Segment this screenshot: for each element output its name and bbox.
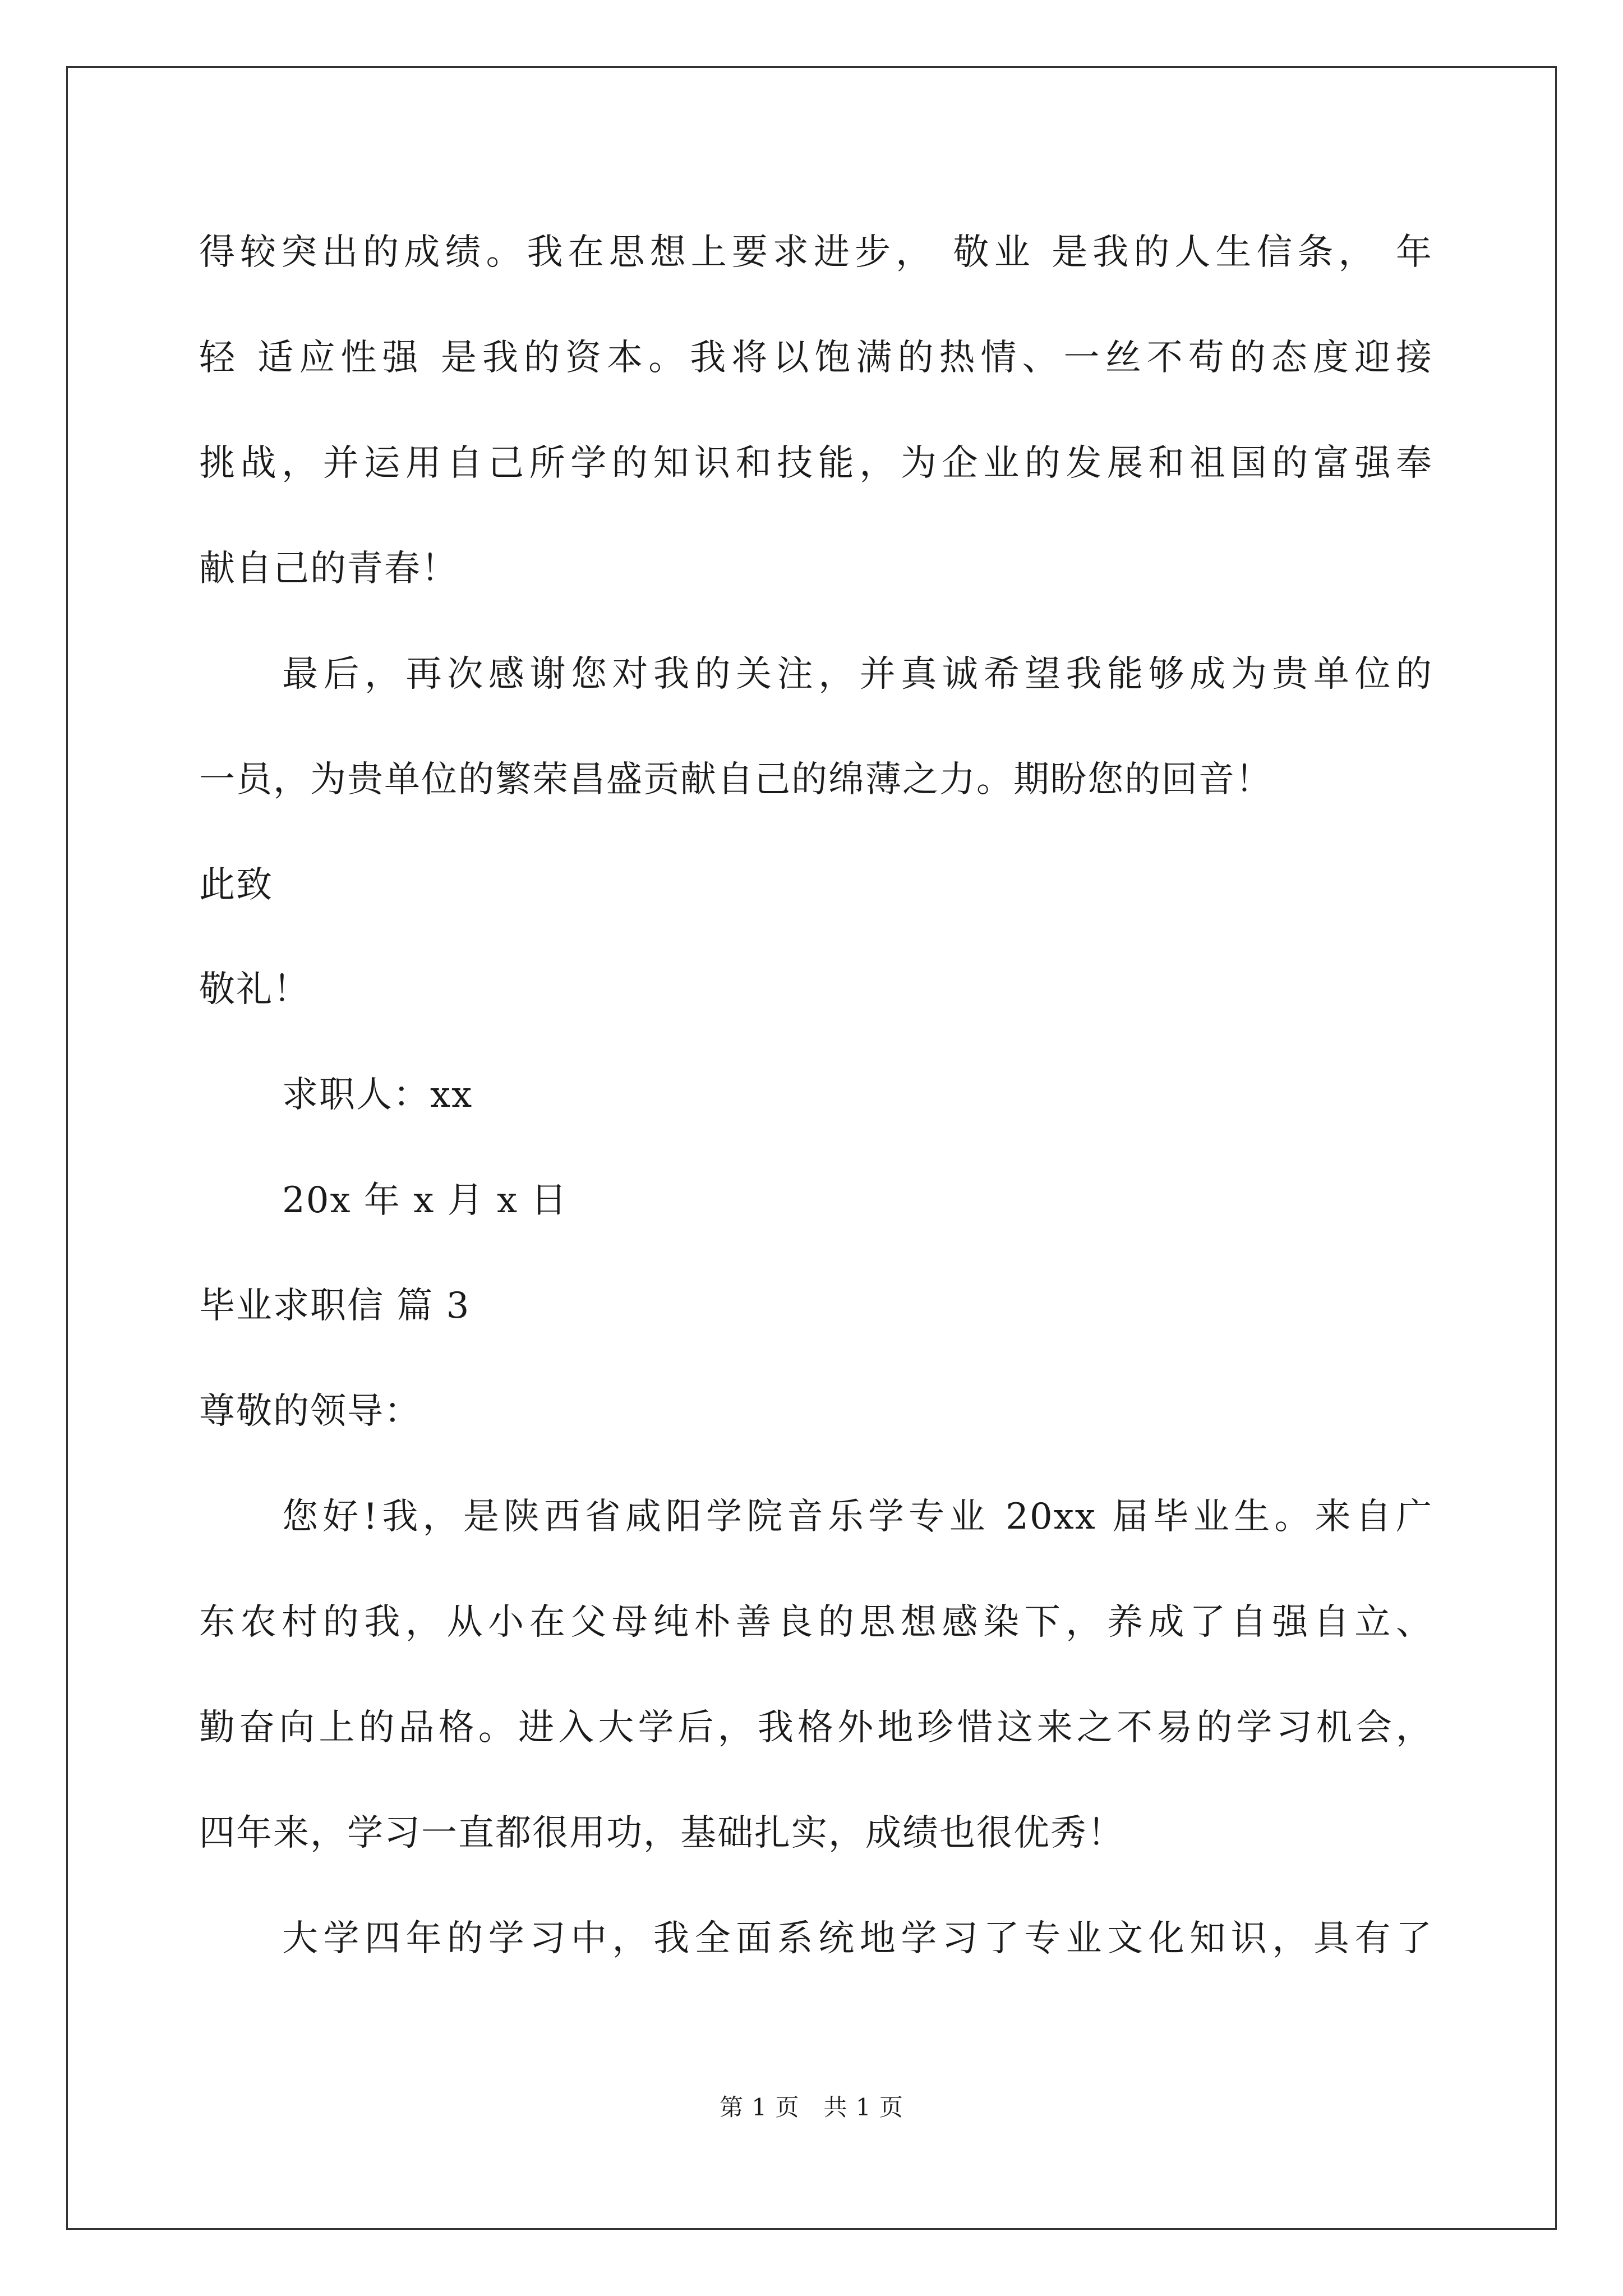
signature-line: 求职人：xx xyxy=(282,1074,473,1116)
text-line: 大学四年的学习中，我全面系统地学习了专业文化知识，具有了 xyxy=(282,1918,1433,1959)
text-line: 最后，再次感谢您对我的关注，并真诚希望我能够成为贵单位的 xyxy=(282,654,1433,695)
page-border xyxy=(66,66,1557,2230)
text-line: 挑战，并运用自己所学的知识和技能，为企业的发展和祖国的富强奉 xyxy=(199,443,1433,484)
text-line: 四年来，学习一直都很用功，基础扎实，成绩也很优秀！ xyxy=(199,1812,1124,1854)
text-line: 轻 适应性强 是我的资本。我将以饱满的热情、一丝不苟的态度迎接 xyxy=(199,337,1433,379)
date-line: 20x 年 x 月 x 日 xyxy=(282,1180,568,1221)
text-line: 献自己的青春！ xyxy=(199,548,458,590)
page-number-footer: 第 1 页 共 1 页 xyxy=(720,2093,903,2121)
text-line: 东农村的我，从小在父母纯朴善良的思想感染下，养成了自强自立、 xyxy=(199,1602,1433,1643)
text-line: 您好!我，是陕西省咸阳学院音乐学专业 20xx 届毕业生。来自广 xyxy=(282,1496,1433,1538)
section-heading: 毕业求职信 篇 3 xyxy=(199,1285,471,1327)
salutation-line: 此致 xyxy=(199,864,273,906)
text-line: 一员，为贵单位的繁荣昌盛贡献自己的绵薄之力。期盼您的回音！ xyxy=(199,759,1272,800)
text-line: 得较突出的成绩。我在思想上要求进步， 敬业 是我的人生信条， 年 xyxy=(199,232,1433,273)
greeting-line: 尊敬的领导： xyxy=(199,1391,421,1432)
text-line: 勤奋向上的品格。进入大学后，我格外地珍惜这来之不易的学习机会， xyxy=(199,1707,1433,1749)
salutation-line: 敬礼！ xyxy=(199,969,310,1010)
